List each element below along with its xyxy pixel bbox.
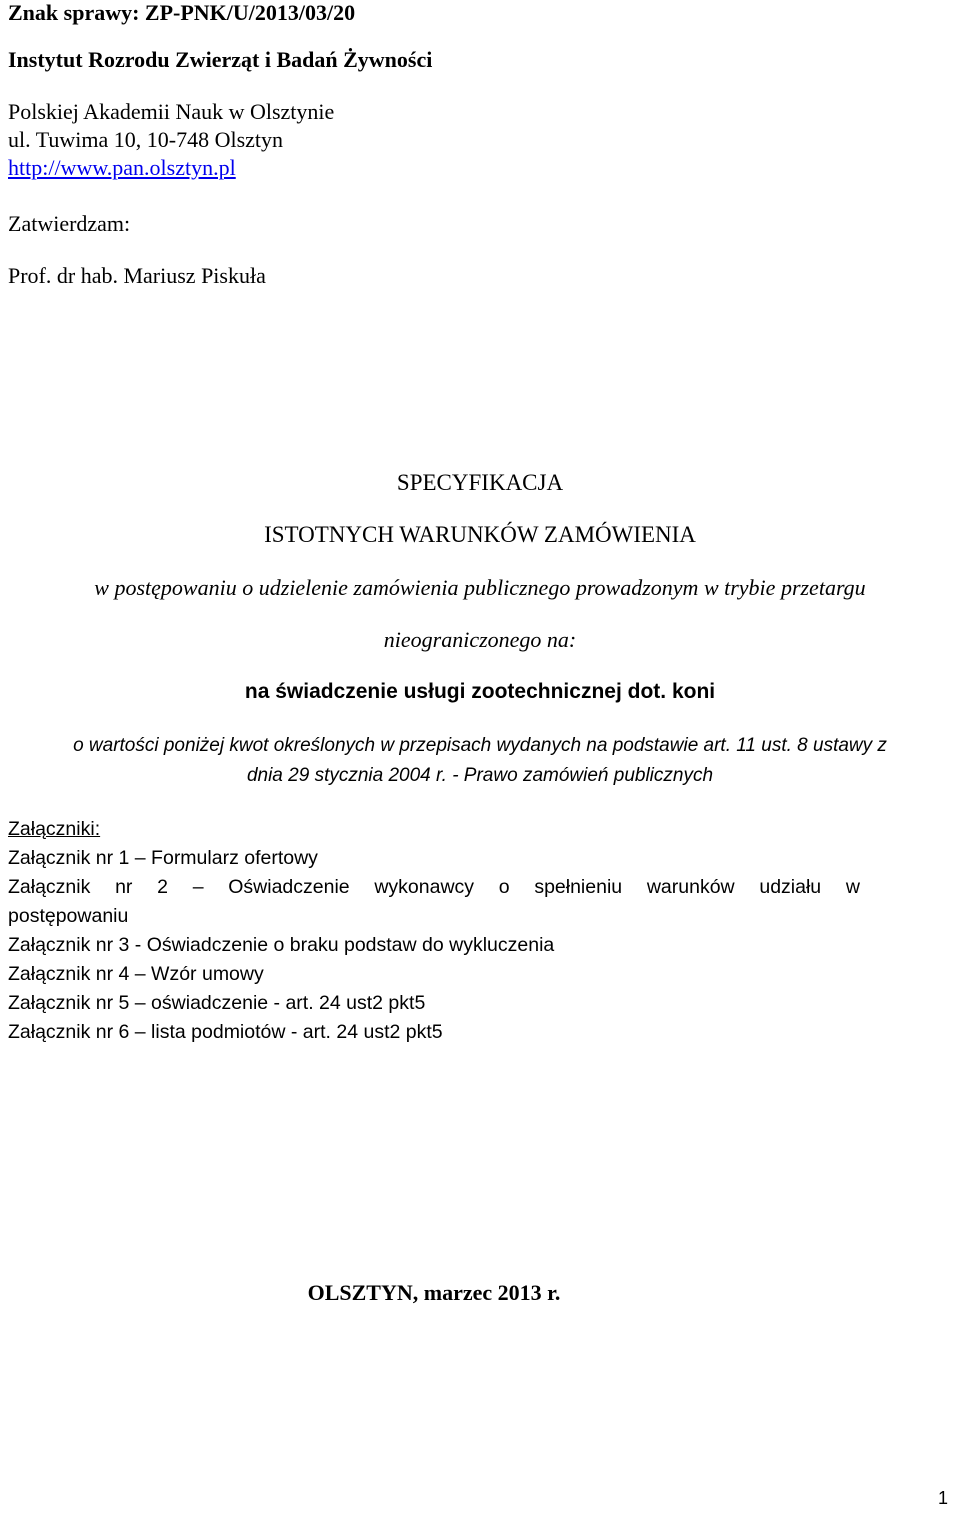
procedure-line: w postępowaniu o udzielenie zamówienia publicznego prowadzonym w trybie przetargu [94, 575, 866, 600]
attachment-word: wykonawcy [374, 876, 475, 898]
institute-address: ul. Tuwima 10, 10-748 Olsztyn [8, 127, 284, 152]
attachment-item: Załącznik nr 6 – lista podmiotów - art. 24 ust2 pkt5 [8, 1021, 443, 1043]
value-line: o wartości poniżej kwot określonych w przepisach wydanych na podstawie art. 11 ust. 8 ustawy z [73, 735, 887, 756]
approval-label: Zatwierdzam: [8, 211, 131, 236]
attachment-word: – [192, 876, 204, 898]
approver-name: Prof. dr hab. Mariusz Piskuła [8, 263, 266, 288]
attachment-item: Załącznik nr 3 - Oświadczenie o braku podstaw do wykluczenia [8, 934, 555, 956]
spec-subtitle: ISTOTNYCH WARUNKÓW ZAMÓWIENIA [264, 522, 696, 547]
institute-academy: Polskiej Akademii Nauk w Olsztynie [8, 99, 335, 124]
attachment-word: spełnieniu [534, 876, 623, 898]
procedure-line-cont: nieograniczonego na: [383, 627, 577, 652]
attachment-word: nr [115, 876, 133, 898]
attachment-item-cont: postępowaniu [8, 905, 129, 927]
attachment-item: Załącznik nr 1 – Formularz ofertowy [8, 847, 318, 869]
attachment-item: Załącznik nr 4 – Wzór umowy [8, 963, 264, 985]
attachment-word: 2 [157, 876, 168, 898]
attachment-word: warunków [646, 876, 735, 898]
place-date: OLSZTYN, marzec 2013 r. [307, 1280, 561, 1305]
attachments-heading: Załączniki: [8, 818, 101, 840]
attachment-word: Załącznik [8, 876, 91, 898]
page-number: 1 [937, 1488, 948, 1508]
value-line-cont: dnia 29 stycznia 2004 r. - Prawo zamówień publicznych [246, 765, 714, 786]
attachment-word: udziału [759, 876, 822, 898]
spec-title: SPECYFIKACJA [396, 470, 564, 495]
attachment-item: Załącznik nr 5 – oświadczenie - art. 24 ust2 pkt5 [8, 992, 426, 1014]
attachment-item-justified [8, 873, 860, 902]
attachment-word: w [845, 876, 860, 898]
case-number: Znak sprawy: ZP-PNK/U/2013/03/20 [8, 0, 356, 25]
attachment-word: Oświadczenie [228, 876, 350, 898]
website-link[interactable]: http://www.pan.olsztyn.pl [8, 155, 236, 180]
attachment-word: o [498, 876, 510, 898]
service-subject: na świadczenie usługi zootechnicznej dot. koni [244, 680, 716, 703]
institute-name: Instytut Rozrodu Zwierząt i Badań Żywności [8, 47, 433, 72]
